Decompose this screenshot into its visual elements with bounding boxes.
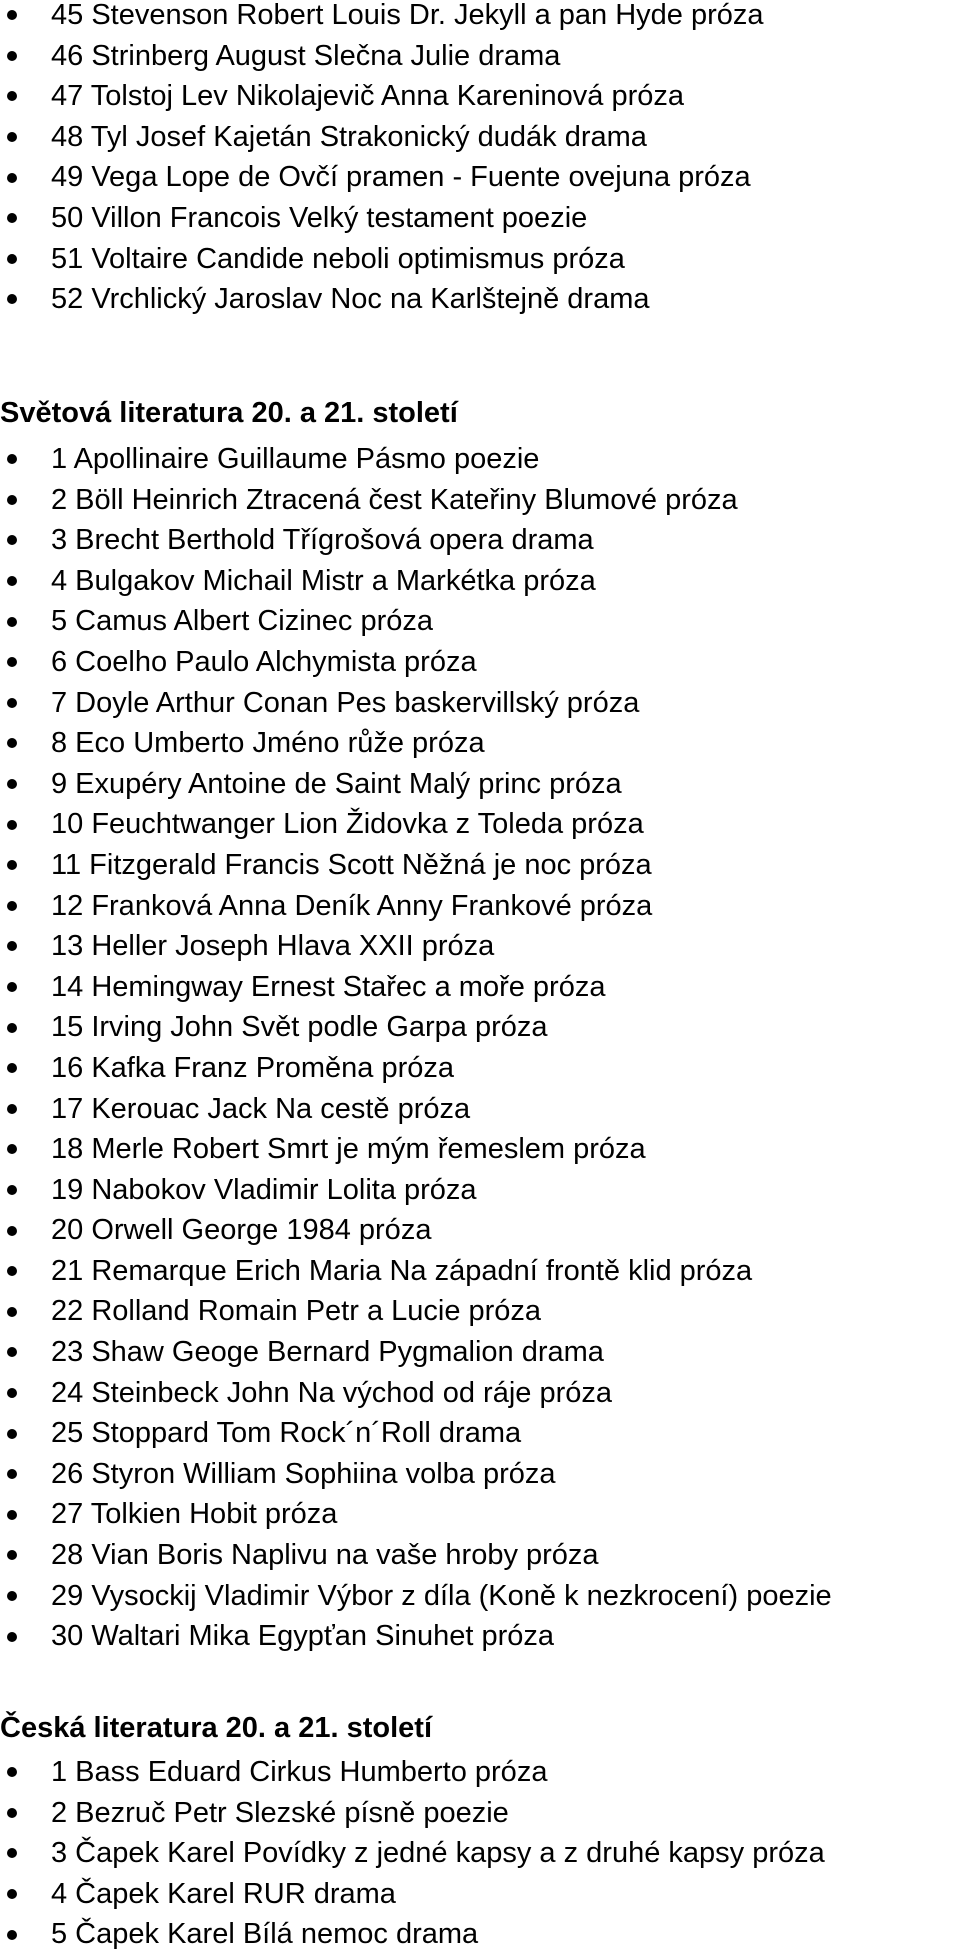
list-item-text: 5 Camus Albert Cizinec próza	[51, 605, 433, 638]
list-item	[0, 764, 960, 805]
list-item	[0, 279, 960, 320]
bullet-icon	[7, 213, 17, 223]
list-item	[0, 1373, 960, 1414]
list-item-text: 50 Villon Francois Velký testament poezie	[51, 201, 588, 234]
list-item-text: 27 Tolkien Hobit próza	[51, 1498, 338, 1531]
bullet-icon	[7, 1808, 17, 1818]
list-item-text: 13 Heller Joseph Hlava XXII próza	[51, 930, 495, 963]
list-item-text: 45 Stevenson Robert Louis Dr. Jekyll a pan Hyde próza	[51, 0, 764, 31]
list-item-text: 1 Bass Eduard Cirkus Humberto próza	[51, 1756, 548, 1788]
bullet-icon	[7, 1767, 17, 1777]
bullet-icon	[7, 1889, 17, 1899]
list-item	[0, 1535, 960, 1576]
bullet-icon	[7, 1144, 17, 1154]
list-item	[0, 723, 960, 764]
list-item	[0, 1454, 960, 1495]
list-item-text: 23 Shaw Geoge Bernard Pygmalion drama	[51, 1336, 604, 1369]
bullet-icon	[7, 454, 17, 464]
list-item	[0, 1291, 960, 1332]
list-item	[0, 520, 960, 561]
list-item	[0, 117, 960, 158]
list-item	[0, 157, 960, 198]
list-item	[0, 1616, 960, 1657]
list-item	[0, 1089, 960, 1130]
list-item-text: 52 Vrchlický Jaroslav Noc na Karlštejně drama	[51, 283, 650, 316]
list-item	[0, 36, 960, 77]
list-item	[0, 1007, 960, 1048]
list-item	[0, 601, 960, 642]
list-item	[0, 886, 960, 927]
bullet-icon	[7, 576, 17, 586]
section-heading-czech-literature: Česká literatura 20. a 21. století	[0, 1712, 432, 1744]
list-item-text: 51 Voltaire Candide neboli optimismus próza	[51, 242, 625, 275]
list-item-text: 18 Merle Robert Smrt je mým řemeslem próza	[51, 1133, 646, 1166]
bullet-icon	[7, 51, 17, 61]
bullet-icon	[7, 1266, 17, 1276]
list-item	[0, 1048, 960, 1089]
list-item	[0, 1576, 960, 1617]
list-item	[0, 1129, 960, 1170]
bullet-icon	[7, 10, 17, 20]
bullet-icon	[7, 132, 17, 142]
list-item-text: 46 Strinberg August Slečna Julie drama	[51, 39, 561, 72]
list-item-text: 15 Irving John Svět podle Garpa próza	[51, 1011, 548, 1044]
list-item-text: 8 Eco Umberto Jméno růže próza	[51, 727, 485, 760]
list-item	[0, 1332, 960, 1373]
bullet-icon	[7, 860, 17, 870]
bullet-icon	[7, 1226, 17, 1236]
list-item-text: 11 Fitzgerald Francis Scott Něžná je noc próza	[51, 848, 652, 881]
list-item	[0, 1874, 960, 1915]
list-item-text: 30 Waltari Mika Egypťan Sinuhet próza	[51, 1620, 555, 1653]
bullet-icon	[7, 535, 17, 545]
list-item	[0, 1251, 960, 1292]
list-item-text: 9 Exupéry Antoine de Saint Malý princ próza	[51, 767, 622, 800]
world-literature-list-continued	[0, 0, 960, 320]
bullet-icon	[7, 1347, 17, 1357]
bullet-icon	[7, 1469, 17, 1479]
list-item-text: 20 Orwell George 1984 próza	[51, 1214, 432, 1247]
bullet-icon	[7, 820, 17, 830]
list-item-text: 3 Brecht Berthold Třígrošová opera drama	[51, 524, 594, 557]
bullet-icon	[7, 779, 17, 789]
list-item-text: 2 Bezruč Petr Slezské písně poezie	[51, 1796, 509, 1829]
list-item-text: 47 Tolstoj Lev Nikolajevič Anna Kareninová próza	[51, 80, 685, 113]
list-item-text: 5 Čapek Karel Bílá nemoc drama	[51, 1918, 479, 1951]
world-literature-20-21-list	[0, 439, 960, 1657]
list-item	[0, 239, 960, 280]
list-item	[0, 1413, 960, 1454]
list-item	[0, 480, 960, 521]
bullet-icon	[7, 1550, 17, 1560]
bullet-icon	[7, 1632, 17, 1642]
list-item-text: 26 Styron William Sophiina volba próza	[51, 1457, 556, 1490]
list-item-text: 3 Čapek Karel Povídky z jedné kapsy a z druhé kapsy próza	[51, 1837, 825, 1870]
bullet-icon	[7, 1063, 17, 1073]
bullet-icon	[7, 1307, 17, 1317]
list-item	[0, 845, 960, 886]
list-item	[0, 967, 960, 1008]
list-item-text: 16 Kafka Franz Proměna próza	[51, 1051, 454, 1084]
list-item-text: 10 Feuchtwanger Lion Židovka z Toleda próza	[51, 808, 644, 841]
bullet-icon	[7, 1023, 17, 1033]
list-item	[0, 198, 960, 239]
bullet-icon	[7, 91, 17, 101]
list-item	[0, 1752, 960, 1793]
list-item-text: 1 Apollinaire Guillaume Pásmo poezie	[51, 443, 540, 475]
list-item-text: 2 Böll Heinrich Ztracená čest Kateřiny Blumové próza	[51, 483, 738, 516]
list-item	[0, 1210, 960, 1251]
list-item-text: 19 Nabokov Vladimir Lolita próza	[51, 1173, 477, 1206]
list-item-text: 21 Remarque Erich Maria Na západní frontě klid próza	[51, 1254, 753, 1287]
list-item-text: 29 Vysockij Vladimir Výbor z díla (Koně k nezkrocení) poezie	[51, 1579, 832, 1612]
list-item-text: 48 Tyl Josef Kajetán Strakonický dudák drama	[51, 120, 647, 153]
list-item	[0, 804, 960, 845]
list-item-text: 24 Steinbeck John Na východ od ráje próza	[51, 1376, 613, 1409]
bullet-icon	[7, 1429, 17, 1439]
bullet-icon	[7, 495, 17, 505]
list-item-text: 7 Doyle Arthur Conan Pes baskervillský próza	[51, 686, 640, 719]
list-item-text: 22 Rolland Romain Petr a Lucie próza	[51, 1295, 542, 1328]
list-item	[0, 0, 960, 36]
list-item	[0, 926, 960, 967]
bullet-icon	[7, 941, 17, 951]
list-item	[0, 1170, 960, 1211]
czech-literature-20-21-list	[0, 1752, 960, 1955]
bullet-icon	[7, 738, 17, 748]
list-item-text: 49 Vega Lope de Ovčí pramen - Fuente ovejuna próza	[51, 161, 751, 194]
list-item-text: 28 Vian Boris Naplivu na vaše hroby próza	[51, 1539, 599, 1572]
list-item	[0, 642, 960, 683]
bullet-icon	[7, 982, 17, 992]
list-item-text: 4 Bulgakov Michail Mistr a Markétka próza	[51, 564, 596, 597]
list-item-text: 25 Stoppard Tom Rock´n´Roll drama	[51, 1417, 522, 1450]
list-item-text: 6 Coelho Paulo Alchymista próza	[51, 645, 477, 678]
list-item-text: 17 Kerouac Jack Na cestě próza	[51, 1092, 471, 1125]
bullet-icon	[7, 1185, 17, 1195]
list-item	[0, 1793, 960, 1834]
bullet-icon	[7, 698, 17, 708]
list-item	[0, 439, 960, 480]
list-item	[0, 1833, 960, 1874]
bullet-icon	[7, 901, 17, 911]
list-item	[0, 1914, 960, 1955]
list-item	[0, 683, 960, 724]
bullet-icon	[7, 254, 17, 264]
list-item	[0, 561, 960, 602]
bullet-icon	[7, 1388, 17, 1398]
bullet-icon	[7, 1930, 17, 1940]
bullet-icon	[7, 617, 17, 627]
list-item-text: 4 Čapek Karel RUR drama	[51, 1877, 396, 1910]
bullet-icon	[7, 1591, 17, 1601]
bullet-icon	[7, 1848, 17, 1858]
section-heading-world-literature: Světová literatura 20. a 21. století	[0, 397, 458, 429]
bullet-icon	[7, 173, 17, 183]
bullet-icon	[7, 294, 17, 304]
list-item	[0, 76, 960, 117]
bullet-icon	[7, 1104, 17, 1114]
list-item-text: 14 Hemingway Ernest Stařec a moře próza	[51, 970, 606, 1003]
list-item	[0, 1494, 960, 1535]
bullet-icon	[7, 1510, 17, 1520]
bullet-icon	[7, 657, 17, 667]
list-item-text: 12 Franková Anna Deník Anny Frankové próza	[51, 889, 653, 922]
